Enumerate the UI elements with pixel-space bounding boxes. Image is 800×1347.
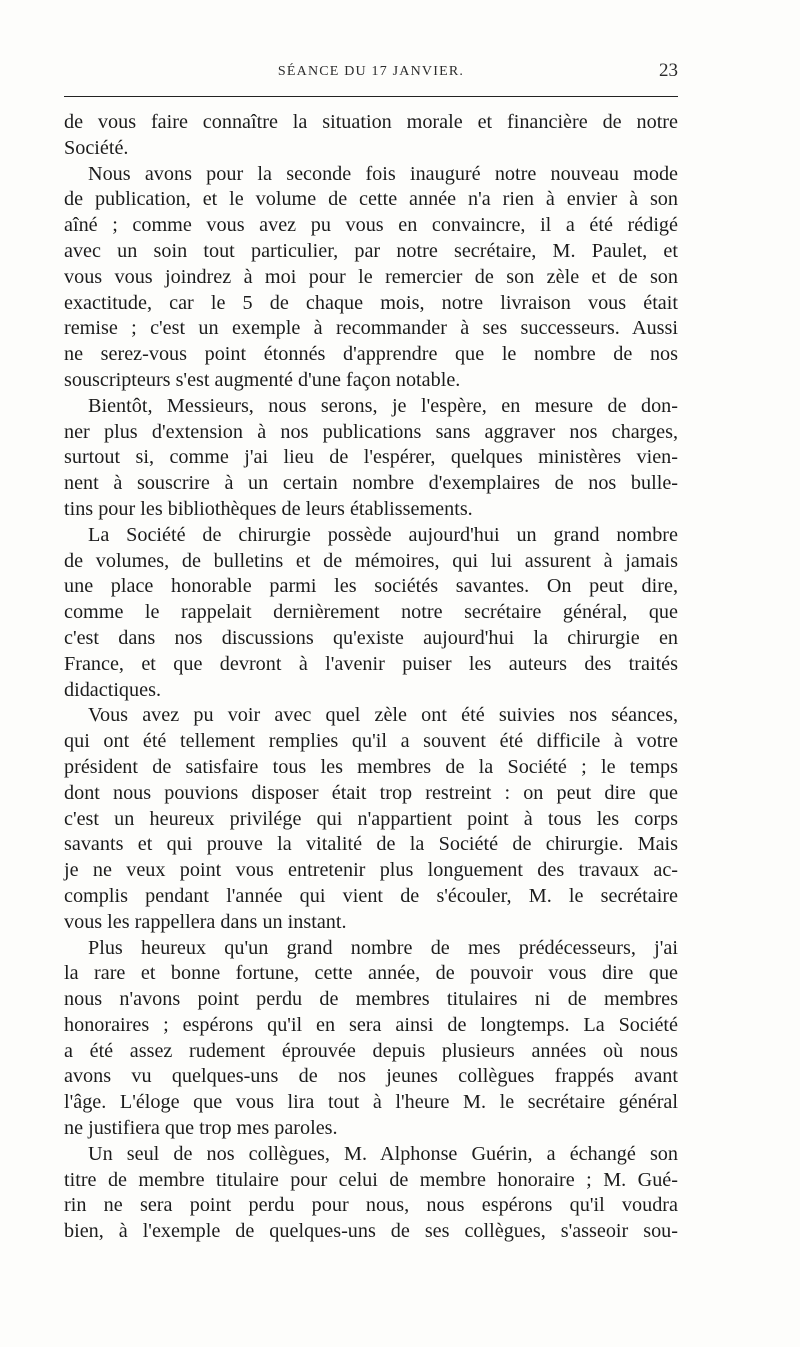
paragraph [64,394,678,523]
paragraph [64,1142,678,1245]
text-line: Plus heureux qu'un grand nombre de mes prédécesseurs, j'ai [88,936,678,959]
text-line: avec un soin tout particulier, par notre secrétaire, M. Paulet, et [64,239,678,262]
text-line: titre de membre titulaire pour celui de membre honoraire ; M. Gué- [64,1168,678,1191]
text-line: Bientôt, Messieurs, nous serons, je l'espère, en mesure de don- [88,394,678,417]
text-line: la rare et bonne fortune, cette année, de pouvoir vous dire que [64,962,678,985]
text-line: Société. [64,136,129,159]
text-line: ner plus d'extension à nos publications sans aggraver nos charges, [64,420,678,443]
text-line: Un seul de nos collègues, M. Alphonse Guérin, a échangé son [88,1142,678,1165]
text-line: Vous avez pu voir avec quel zèle ont été suivies nos séances, [88,704,678,727]
paragraph [64,936,678,1142]
text-line: c'est un heureux privilége qui n'appartient point à tous les corps [64,807,678,830]
text-line: surtout si, comme j'ai lieu de l'espérer, quelques ministères vien- [64,446,678,469]
text-line: tins pour les bibliothèques de leurs établissements. [64,497,473,520]
text-line: aîné ; comme vous avez pu vous en convaincre, il a été rédigé [64,214,678,237]
text-line: c'est dans nos discussions qu'existe aujourd'hui la chirurgie en [64,626,678,649]
text-line: remise ; c'est un exemple à recommander à ses successeurs. Aussi [64,317,678,340]
paragraph [64,162,678,394]
text-line: ne serez-vous point étonnés d'apprendre que le nombre de nos [64,343,678,366]
page-number: 23 [659,60,678,81]
text-line: vous vous joindrez à moi pour le remercier de son zèle et de son [64,265,678,288]
text-line: complis pendant l'année qui vient de s'écouler, M. le secrétaire [64,884,678,907]
text-line: de publication, et le volume de cette année n'a rien à envier à son [64,188,678,211]
text-line: de volumes, de bulletins et de mémoires, qui lui assurent à jamais [64,549,678,572]
page-header [64,58,678,88]
text-line: La Société de chirurgie possède aujourd'hui un grand nombre [88,523,678,546]
text-line: Nous avons pour la seconde fois inauguré notre nouveau mode [88,162,678,185]
text-line: dont nous pouvions disposer était trop restreint : on peut dire que [64,781,678,804]
text-line: nous n'avons point perdu de membres titulaires ni de membres [64,988,678,1011]
text-line: bien, à l'exemple de quelques-uns de ses collègues, s'asseoir sou- [64,1220,678,1243]
text-line: avons vu quelques-uns de nos jeunes collègues frappés avant [64,1065,678,1088]
paragraph [64,523,678,704]
text-line: France, et que devront à l'avenir puiser les auteurs des traités [64,652,678,675]
text-line: rin ne sera point perdu pour nous, nous espérons qu'il voudra [64,1194,678,1217]
header-rule [64,96,678,97]
text-line: vous les rappellera dans un instant. [64,910,347,933]
running-title: SÉANCE DU 17 JANVIER. [277,64,465,79]
text-line: une place honorable parmi les sociétés savantes. On peut dire, [64,575,678,598]
text-line: président de satisfaire tous les membres de la Société ; le temps [64,755,678,778]
paragraph [64,703,678,935]
text-line: exactitude, car le 5 de chaque mois, notre livraison vous était [64,291,678,314]
text-line: souscripteurs s'est augmenté d'une façon notable. [64,368,461,391]
text-line: l'âge. L'éloge que vous lira tout à l'heure M. le secrétaire général [64,1091,678,1114]
text-line: honoraires ; espérons qu'il en sera ainsi de longtemps. La Société [64,1013,678,1036]
paragraph [64,110,678,162]
text-line: comme le rappelait dernièrement notre secrétaire général, que [64,601,678,624]
text-line: je ne veux point vous entretenir plus longuement des travaux ac- [64,859,678,882]
text-line: de vous faire connaître la situation morale et financière de notre [64,111,678,133]
text-line: ne justifiera que trop mes paroles. [64,1117,338,1140]
text-line: a été assez rudement éprouvée depuis plusieurs années où nous [64,1039,678,1062]
body-text [64,110,678,1245]
text-line: savants et qui prouve la vitalité de la Société de chirurgie. Mais [64,833,678,856]
text-line: qui ont été tellement remplies qu'il a souvent été difficile à votre [64,730,678,753]
text-line: nent à souscrire à un certain nombre d'exemplaires de nos bulle- [64,472,678,495]
text-line: didactiques. [64,678,161,701]
